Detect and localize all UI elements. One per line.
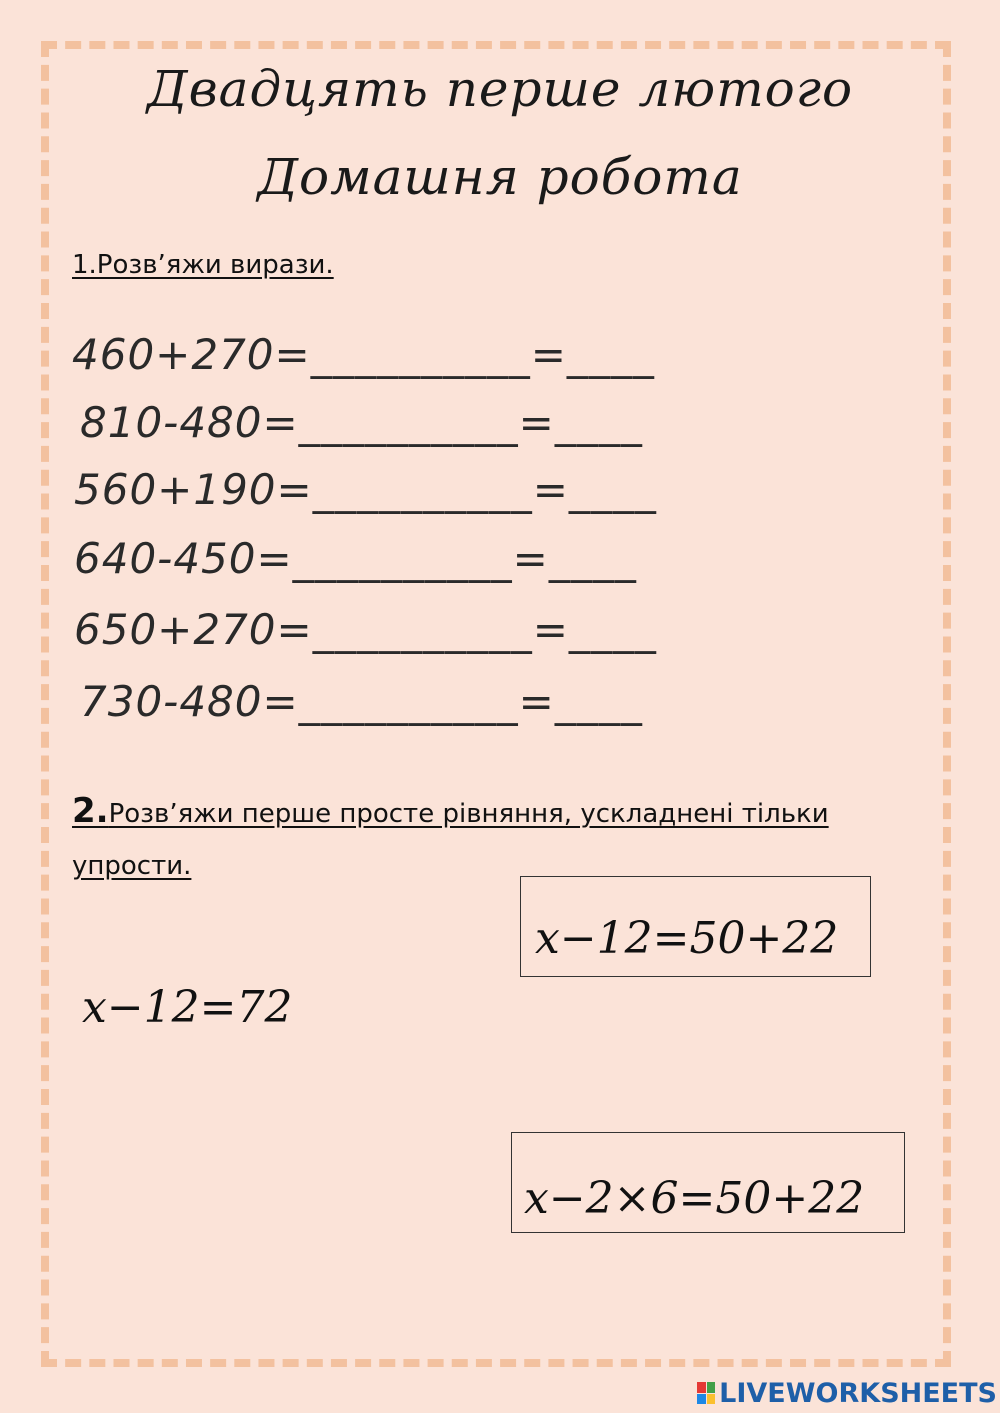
equation-box-1-text: x−12=50+22 — [535, 913, 839, 964]
equation-box-2 — [511, 1132, 905, 1233]
logo-badge-icon — [697, 1382, 715, 1404]
liveworksheets-logo[interactable] — [697, 1375, 997, 1411]
task2-text: Розв’яжи перше просте рівняння, ускладнені тільки упрости. — [72, 799, 829, 881]
task2-number: 2. — [72, 791, 109, 831]
equation-box-2-text: x−2×6=50+22 — [524, 1173, 865, 1224]
equation-box-1 — [520, 876, 871, 977]
expression-line-3: 560+190=__________=____ — [74, 465, 657, 514]
simplified-equation: x−12=72 — [82, 982, 293, 1033]
task1-instruction: 1.Розв’яжи вирази. — [72, 250, 334, 280]
logo-text: LIVEWORKSHEETS — [719, 1377, 997, 1409]
expression-line-2: 810-480=__________=____ — [80, 398, 643, 447]
expression-line-4: 640-450=__________=____ — [74, 534, 637, 583]
expression-line-1: 460+270=__________=____ — [72, 330, 655, 379]
expression-line-6: 730-480=__________=____ — [80, 677, 643, 726]
homework-title: Домашня робота — [257, 148, 743, 206]
expression-line-5: 650+270=__________=____ — [74, 605, 657, 654]
date-title: Двадцять перше лютого — [146, 60, 854, 118]
